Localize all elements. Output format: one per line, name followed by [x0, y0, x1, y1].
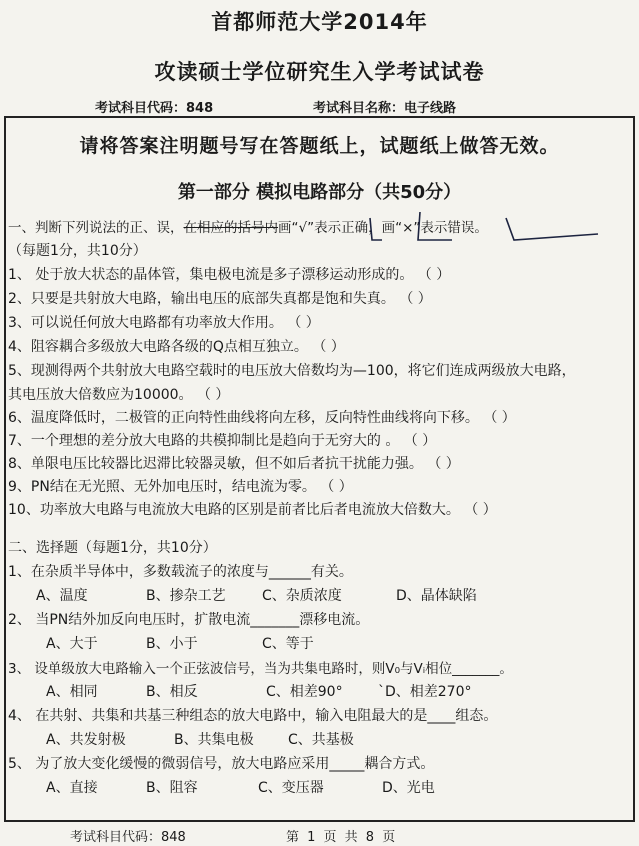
mc-option: D、晶体缺陷	[396, 588, 477, 604]
mc-option: B、阻容	[146, 780, 198, 796]
section1-intro-struck: 在相应的括号内	[183, 220, 278, 236]
mc-option: A、相同	[46, 684, 98, 700]
tf-item: 7、一个理想的差分放大电路的共模抑制比是趋向于无穷大的 。 （ ）	[8, 433, 437, 449]
mc-option: C、相差90°	[266, 684, 343, 700]
tf-item: 8、单限电压比较器比迟滞比较器灵敏，但不如后者抗干扰能力强。 （ ）	[8, 456, 460, 472]
mc-question-stem: 2、 当PN结外加反向电压时，扩散电流_______漂移电流。	[8, 612, 370, 628]
tf-item: 5、现测得两个共射放大电路空载时的电压放大倍数均为—100，将它们连成两级放大电路，	[8, 363, 576, 379]
section1-note: （每题1分，共10分）	[8, 243, 147, 259]
tf-item: 10、功率放大电路与电流放大电路的区别是前者比后者电流放大倍数大。 （ ）	[8, 502, 497, 518]
tf-item-continuation: 其电压放大倍数应为10000。 （ ）	[8, 387, 230, 403]
mc-option: B、共集电极	[174, 732, 254, 748]
mc-option: A、大于	[46, 636, 98, 652]
tf-item: 6、温度降低时，二极管的正向特性曲线将向左移，反向特性曲线将向下移。 （ ）	[8, 410, 516, 426]
exam-title: 攻读硕士学位研究生入学考试试卷	[154, 60, 485, 84]
mc-option: `D、相差270°	[378, 684, 472, 700]
mc-question-stem: 1、在杂质半导体中，多数载流子的浓度与______有关。	[8, 564, 353, 580]
mc-option: C、共基极	[288, 732, 354, 748]
answer-notice: 请将答案注明题号写在答题纸上，试题纸上做答无效。	[79, 135, 560, 157]
mc-option: C、变压器	[258, 780, 324, 796]
mc-option: A、共发射极	[46, 732, 126, 748]
section1-intro-a: 一、判断下列说法的正、误，	[8, 220, 184, 236]
mc-option: A、温度	[36, 588, 88, 604]
mc-option: B、掺杂工艺	[146, 588, 226, 604]
mc-option: C、杂质浓度	[262, 588, 342, 604]
mc-question-stem: 5、 为了放大变化缓慢的微弱信号，放大电路应采用_____耦合方式。	[8, 756, 435, 772]
tf-item: 9、PN结在无光照、无外加电压时，结电流为零。 （ ）	[8, 479, 353, 495]
tf-item: 2、只要是共射放大电路，输出电压的底部失真都是饱和失真。 （ ）	[8, 291, 432, 307]
tf-item: 4、阻容耦合多级放大电路各级的Q点相互独立。 （ ）	[8, 339, 345, 355]
section2-heading: 二、选择题（每题1分，共10分）	[8, 540, 217, 556]
mc-question-stem: 4、 在共射、共集和共基三种组态的放大电路中，输入电阻最大的是____组态。	[8, 708, 498, 724]
mc-option: B、小于	[146, 636, 198, 652]
tf-item: 3、可以说任何放大电路都有功率放大作用。 （ ）	[8, 315, 320, 331]
mc-option: A、直接	[46, 780, 98, 796]
university-title: 首都师范大学2014年	[211, 10, 428, 34]
subject-code: 考试科目代码：848	[95, 101, 214, 116]
mc-option: C、等于	[262, 636, 314, 652]
mc-option: D、光电	[382, 780, 435, 796]
mc-question-stem: 3、 设单级放大电路输入一个正弦波信号，当为共集电路时，则V₀与Vᵢ相位_______。	[8, 661, 513, 677]
tf-item: 1、 处于放大状态的晶体管，集电极电流是多子漂移运动形成的。 （ ）	[8, 267, 451, 283]
subject-name: 考试科目名称：电子线路	[313, 101, 457, 116]
mc-option: B、相反	[146, 684, 198, 700]
section1-intro-b: 画“√”表示正确，画“×”表示错误。	[278, 220, 488, 236]
footer-subject-code: 考试科目代码：848	[70, 830, 186, 845]
part1-heading: 第一部分 模拟电路部分（共50分）	[177, 182, 462, 203]
footer-page-number: 第 1 页 共 8 页	[286, 830, 398, 845]
section1-intro	[8, 216, 488, 236]
